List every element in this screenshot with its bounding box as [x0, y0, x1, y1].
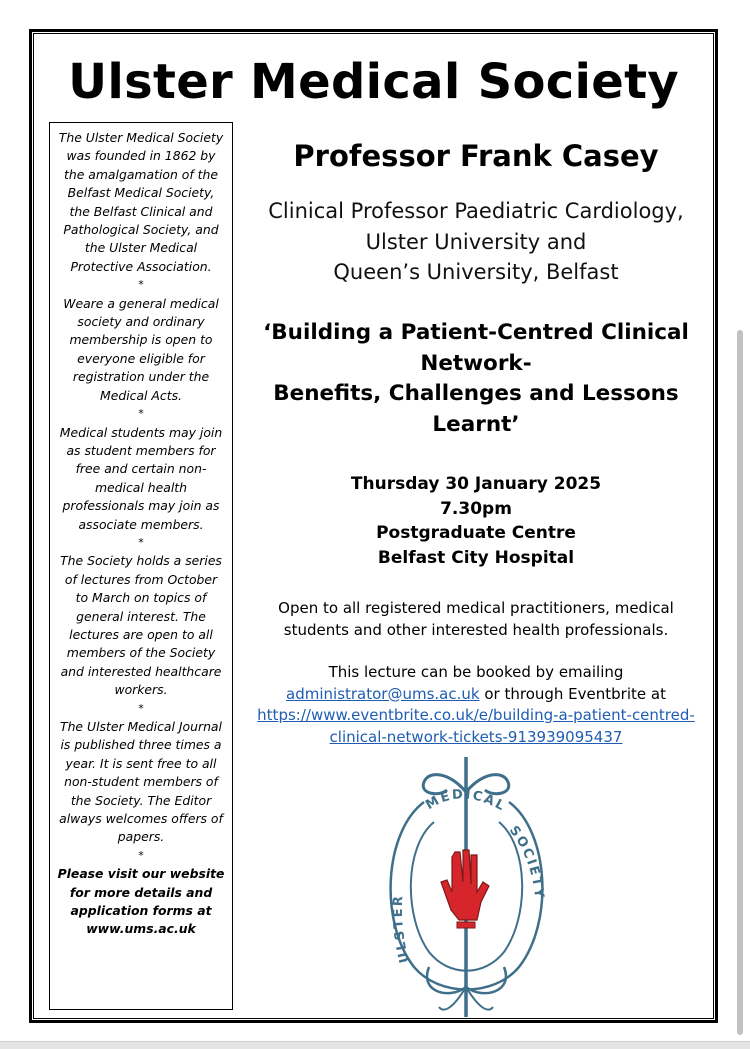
separator-star: *	[138, 848, 144, 862]
logo-text-top: MEDICAL	[423, 787, 509, 815]
sidebar-paragraph-students: Medical students may join as student members for free and certain non-medical health professionals may join as associate members.	[59, 424, 223, 532]
lecture-title-line: Benefits, Challenges and Lessons	[273, 381, 679, 406]
sidebar-paragraph-journal: The Ulster Medical Journal is published three times a year. It is sent free to all non-student members of the Society. The Editor always welcomes offers of papers.	[59, 719, 223, 845]
booking-line	[248, 684, 704, 706]
audience-note	[248, 597, 704, 641]
logo-text-left: ULSTER	[390, 893, 413, 965]
separator-star: *	[138, 407, 144, 421]
event-venue: Postgraduate Centre	[376, 523, 576, 543]
event-venue-hospital: Belfast City Hospital	[377, 547, 575, 568]
affiliation-line: Queen’s University, Belfast	[333, 260, 619, 284]
audience-line: students and other interested health professionals.	[283, 621, 669, 639]
sidebar-paragraph-membership: Weare a general medical society and ordinary membership is open to everyone eligible for registration under the Medical Acts.	[63, 295, 219, 403]
lecture-title-line: ‘Building a Patient-Centred Clinical	[263, 320, 689, 345]
eventbrite-link[interactable]: https://www.eventbrite.co.uk/e/building-a-patient-centred-	[257, 706, 695, 724]
separator-star: *	[138, 701, 144, 715]
eventbrite-link-line	[248, 705, 704, 727]
booking-intro: This lecture can be booked by emailing	[328, 663, 624, 681]
lecture-title-line: Network-	[420, 350, 532, 376]
booking-middle-text: or through Eventbrite at	[479, 684, 666, 703]
speaker-name: Professor Frank Casey	[293, 139, 659, 173]
society-logo-icon	[369, 752, 564, 1022]
event-time: 7.30pm	[440, 498, 512, 519]
affiliation-line: Ulster University and	[365, 229, 587, 254]
lecture-title-line: Learnt’	[432, 411, 520, 437]
booking-info	[248, 662, 704, 748]
audience-line: Open to all registered medical practitioners, medical	[278, 599, 674, 617]
event-details	[248, 472, 704, 570]
event-date: Thursday 30 January 2025	[350, 474, 602, 494]
email-link[interactable]: administrator@ums.ac.uk	[286, 684, 480, 703]
society-info-sidebar	[49, 122, 233, 1010]
sidebar-website-cta: Please visit our website for more details and application forms at www.ums.ac.uk	[57, 866, 225, 937]
eventbrite-link-line-2	[248, 727, 704, 749]
vertical-scrollbar[interactable]	[737, 330, 743, 1035]
speaker-affiliation	[248, 196, 704, 288]
logo-text-right: SOCIETY	[505, 823, 547, 901]
red-hand-icon	[441, 850, 489, 928]
separator-star: *	[138, 535, 144, 549]
sidebar-paragraph-lectures: The Society holds a series of lectures from October to March on topics of general interest. The lectures are open to all members of the Society and interested healthcare workers.	[60, 553, 222, 698]
affiliation-line: Clinical Professor Paediatric Cardiology,	[268, 199, 684, 223]
lecture-title	[248, 318, 704, 440]
page-title: Ulster Medical Society	[68, 54, 679, 110]
eventbrite-link-cont[interactable]: clinical-network-tickets-913939095437	[329, 727, 623, 746]
separator-star: *	[138, 278, 144, 292]
sidebar-paragraph-history: The Ulster Medical Society was founded in 1862 by the amalgamation of the Belfast Medical Society, the Belfast Clinical and Pathological Society, and the Ulster Medical Protective Association.	[58, 130, 224, 274]
